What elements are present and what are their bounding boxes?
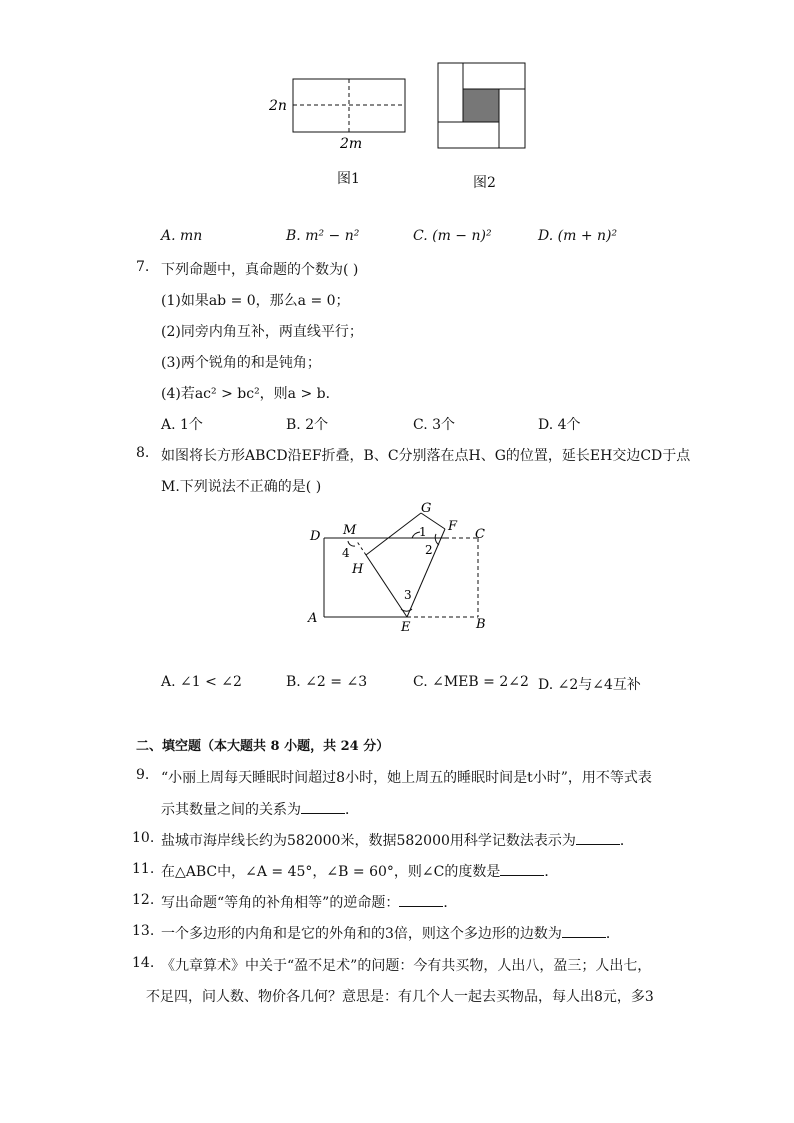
label-h: H <box>352 562 364 577</box>
segment-hg <box>366 513 421 555</box>
q12-text <box>161 892 457 912</box>
fig2-top-rect <box>463 63 525 89</box>
q7-option-c[interactable]: C. 3个 <box>413 417 456 433</box>
label-angle-3: 3 <box>404 588 412 602</box>
fig2-shaded-square <box>463 89 499 122</box>
q12-text-a: 写出命题“等角的补角相等”的逆命题： <box>161 895 400 911</box>
q6-option-b[interactable]: B. m² − n² <box>286 228 360 244</box>
segment-eh <box>366 555 407 617</box>
q10-text-b: ． <box>619 833 634 849</box>
label-angle-4: 4 <box>342 546 350 560</box>
q10-text <box>161 830 634 850</box>
label-angle-1: 1 <box>419 525 427 539</box>
q8-option-c[interactable]: C. ∠MEB = 2∠2 <box>413 674 529 690</box>
q7-item-2: (2)同旁内角互补，两直线平行； <box>161 324 363 340</box>
q7-option-d[interactable]: D. 4个 <box>538 417 581 433</box>
q13-text-a: 一个多边形的内角和是它的外角和的3倍，则这个多边形的边数为 <box>161 926 562 942</box>
q9-line-1: “小丽上周每天睡眠时间超过8小时，她上周五的睡眠时间是t小时”，用不等式表 <box>161 770 652 786</box>
q13-text-b: ． <box>605 926 620 942</box>
fig2-left-rect <box>438 63 463 122</box>
q6-option-d[interactable]: D. (m + n)² <box>538 228 618 244</box>
q12-text-b: ． <box>443 895 458 911</box>
q13-number: 13. <box>132 923 155 939</box>
q13-text <box>161 923 620 943</box>
q6-option-a[interactable]: A. mn <box>161 228 203 244</box>
fig1-caption: 图1 <box>337 171 360 187</box>
q7-item-4: (4)若ac² > bc²，则a > b． <box>161 386 340 402</box>
q11-text-b: ． <box>544 864 559 880</box>
q8-number: 8. <box>136 445 150 461</box>
q8-option-b[interactable]: B. ∠2 = ∠3 <box>286 674 368 690</box>
q11-number: 11. <box>132 861 155 877</box>
q9-line-2-end: ． <box>345 802 359 818</box>
q8-figure <box>300 498 500 638</box>
q10-number: 10. <box>132 830 155 846</box>
label-angle-2: 2 <box>425 543 433 557</box>
q8-option-d[interactable]: D. ∠2与∠4互补 <box>538 677 641 693</box>
fig1-label-left: 2n <box>269 98 287 114</box>
fig2-bottom-rect <box>438 122 499 148</box>
q7-option-b[interactable]: B. 2个 <box>286 417 329 433</box>
label-m: M <box>343 523 357 538</box>
q7-item-1: (1)如果ab = 0，那么a = 0； <box>161 293 350 309</box>
q7-item-3: (3)两个锐角的和是钝角； <box>161 355 321 371</box>
q13-answer-blank[interactable] <box>562 925 606 938</box>
label-d: D <box>310 529 321 544</box>
q9-number: 9. <box>136 767 150 783</box>
q8-line-2: M.下列说法不正确的是( ) <box>161 479 322 495</box>
q7-option-a[interactable]: A. 1个 <box>161 417 203 433</box>
label-a: A <box>308 611 318 626</box>
section-2-title: 二、填空题（本大题共 8 小题，共 24 分） <box>136 739 390 754</box>
q11-text-a: 在△ABC中，∠A = 45°，∠B = 60°，则∠C的度数是 <box>161 864 501 880</box>
q6-option-c[interactable]: C. (m − n)² <box>413 228 492 244</box>
label-e: E <box>401 620 411 635</box>
q8-option-a[interactable]: A. ∠1 < ∠2 <box>161 674 242 690</box>
q10-text-a: 盐城市海岸线长约为582000米，数据582000用科学记数法表示为 <box>161 833 576 849</box>
q12-number: 12. <box>132 892 155 908</box>
label-f: F <box>448 519 458 534</box>
q11-text <box>161 861 558 881</box>
q11-answer-blank[interactable] <box>500 863 544 876</box>
q8-line-1: 如图将长方形ABCD沿EF折叠，B、C分别落在点H、G的位置，延长EH交边CD于点 <box>161 448 691 464</box>
q9-line-2 <box>161 799 359 819</box>
fig2-right-rect <box>499 89 525 148</box>
q14-line-1: 《九章算术》中关于“盈不足术”的问题：今有共买物，人出八，盈三；人出七， <box>161 958 652 974</box>
q9-line-2-text: 示其数量之间的关系为 <box>161 802 301 818</box>
q7-number: 7. <box>136 259 150 275</box>
q9-answer-blank[interactable] <box>301 801 345 814</box>
fig1-label-bottom: 2m <box>340 136 363 152</box>
label-c: C <box>475 527 485 542</box>
q10-answer-blank[interactable] <box>576 832 620 845</box>
q7-stem: 下列命题中，真命题的个数为( ) <box>161 262 359 278</box>
q14-number: 14. <box>132 955 155 971</box>
q12-answer-blank[interactable] <box>399 894 443 907</box>
label-b: B <box>476 617 486 632</box>
label-g: G <box>421 501 432 516</box>
fig2-caption: 图2 <box>473 175 496 191</box>
q14-line-2: 不足四，问人数、物价各几何？意思是：有几个人一起去买物品，每人出8元，多3 <box>146 989 654 1005</box>
figure-2 <box>436 60 530 152</box>
segment-hm-dashed <box>356 540 366 555</box>
figure-1 <box>260 70 420 160</box>
